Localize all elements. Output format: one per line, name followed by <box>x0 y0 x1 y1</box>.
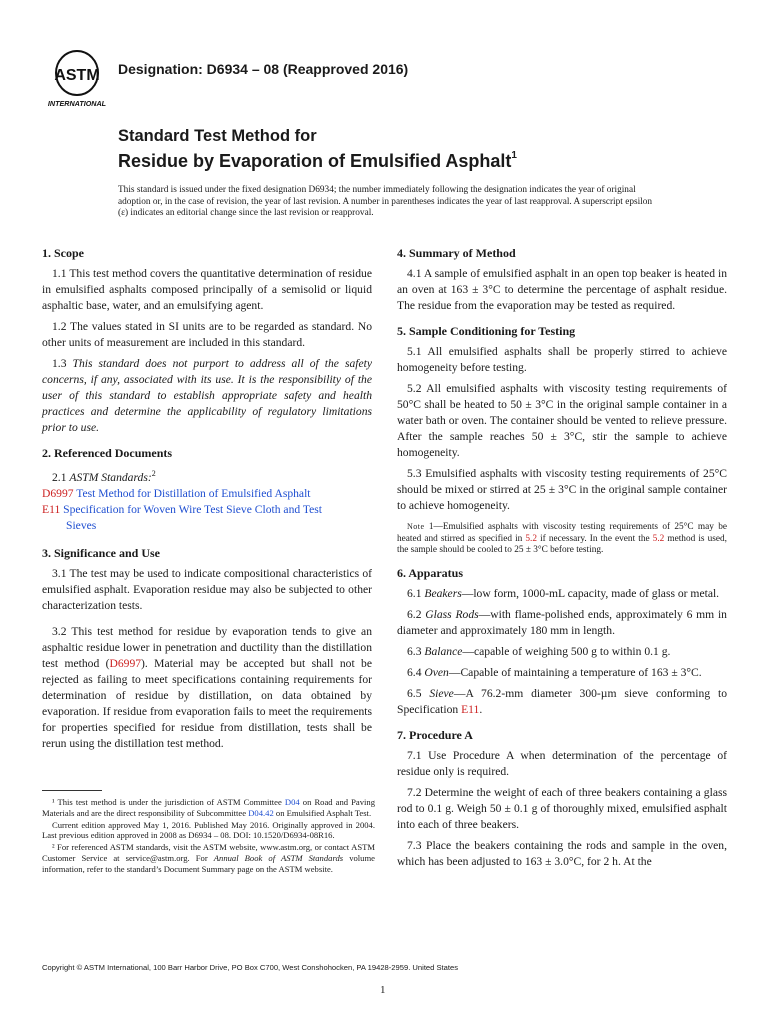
paragraph: 7.1 Use Procedure A when determination of the percentage of residue only is required. <box>397 748 727 778</box>
section-heading: 3. Significance and Use <box>42 545 161 560</box>
subcommittee-link[interactable]: D04.42 <box>248 807 274 818</box>
para-number: 6.1 <box>407 586 425 600</box>
paragraph: 7.3 Place the beakers containing the rods and sample in the oven, which has been adjusted to 163 ± 3.0°C, for 2 h. At the <box>397 838 727 868</box>
footnote-text: on Road and Paving Materials and are the direct responsibility of Subcommittee <box>42 797 375 818</box>
para-text: —Capable of maintaining a temperature of 163 ± 3°C. <box>448 665 702 679</box>
section-referenced-documents <box>42 446 372 534</box>
section-significance <box>42 546 372 752</box>
para-number: 2.1 <box>52 470 70 484</box>
term: Glass Rods <box>425 607 479 621</box>
title-main: Residue by Evaporation of Emulsified Asphalt <box>118 151 512 171</box>
document-title <box>118 126 517 172</box>
section-apparatus <box>397 566 727 718</box>
right-column <box>397 246 727 876</box>
reference-title-cont[interactable]: Sieves <box>66 518 97 532</box>
title-footnote-ref[interactable]: 1 <box>511 150 517 161</box>
para-text: 3.2 This test method for residue by evaporation tends to give an asphaltic residue lower in penetration and ductility than the distillation test method ( <box>42 624 372 670</box>
footnote-2 <box>42 842 375 874</box>
footnote-text: on Emulsified Asphalt Test. <box>273 807 372 818</box>
paragraph: 1.2 The values stated in SI units are to be regarded as standard. No other units of measurement are included in this standard. <box>42 320 372 349</box>
para-number: 6.2 <box>407 607 426 621</box>
title-line-1: Standard Test Method for <box>118 127 317 145</box>
reference-title[interactable]: Test Method for Distillation of Emulsified Asphalt <box>73 486 311 500</box>
intro-paragraph: This standard is issued under the fixed designation D6934; the number immediately following the designation indicates the year of original adoption or, in the case of revision, the year of last revision. A number in parentheses indicates the year of last reapproval. A superscript epsilon (ε) indicates an editorial change since the last revision or reapproval. <box>118 185 653 219</box>
section-link[interactable]: 5.2 <box>525 533 538 544</box>
logo-subtext: INTERNATIONAL <box>47 99 107 107</box>
astm-logo <box>44 49 110 107</box>
paragraph <box>397 586 727 602</box>
section-link[interactable]: 5.2 <box>652 533 665 544</box>
reference-link[interactable]: D6997 <box>109 656 142 670</box>
note-text: if necessary. In the event the <box>537 533 653 544</box>
para-text: —capable of weighing 500 g to within 0.1 g. <box>462 644 671 658</box>
paragraph <box>397 686 727 718</box>
para-text: ). Material may be accepted but shall not be rejected as failing to meet specifications containing requirements for determination of residue by distillation, on data obtained by evaporation. If residue from evaporation fails to meet the requirements for properties specified for residue from distillation, tests shall be rerun using the distillation test method. <box>42 656 372 750</box>
para-number: 6.4 <box>407 665 425 679</box>
paragraph <box>397 644 727 660</box>
footnote-ref[interactable]: 2 <box>151 469 156 478</box>
section-heading: 6. Apparatus <box>397 565 464 580</box>
note-1 <box>397 521 727 557</box>
logo-text: ASTM <box>54 67 100 84</box>
para-text: —low form, 1000-mL capacity, made of glass or metal. <box>461 586 720 600</box>
term: Oven <box>424 665 449 679</box>
reference-link[interactable]: E11 <box>461 702 480 716</box>
paragraph <box>397 665 727 681</box>
footnote-text: ¹ This test method is under the jurisdiction of ASTM Committee <box>52 797 285 807</box>
page-number: 1 <box>380 984 386 996</box>
para-number: 1.3 <box>52 357 73 370</box>
section-heading: 5. Sample Conditioning for Testing <box>397 324 576 338</box>
section-conditioning <box>397 324 727 557</box>
footnotes <box>42 797 375 876</box>
reference-link[interactable]: E11 <box>42 502 61 516</box>
sub-heading: ASTM Standards: <box>69 470 152 484</box>
left-column <box>42 246 372 758</box>
para-text: —A 76.2-mm diameter 300-µm sieve conforming to Specification <box>397 686 728 716</box>
footnote-divider <box>42 790 102 791</box>
paragraph: 1.1 This test method covers the quantitative determination of residue in emulsified asphalts composed principally of a semisolid or liquid asphaltic base, water, and an emulsifying agent. <box>42 267 372 312</box>
paragraph: 3.1 The test may be used to indicate compositional characteristics of emulsified asphalt. Evaporation residue may also be subjected to other characterization tests. <box>42 566 372 612</box>
paragraph: 5.2 All emulsified asphalts with viscosity testing requirements of 50°C shall be heated to 50 ± 3°C in the original sample container in a water bath or oven. The container should be vented to relieve pressure. After the sample reaches 50 ± 3°C, stir the sample to achieve homogeneity. <box>397 382 727 459</box>
para-text: This standard does not purport to address all of the safety concerns, if any, associated with its use. It is the responsibility of the user of this standard to establish appropriate safety and health practices and determine the applicability of regulatory limitations prior to use. <box>42 357 373 434</box>
section-heading: 1. Scope <box>42 246 84 260</box>
designation: Designation: D6934 – 08 (Reapproved 2016) <box>118 61 409 77</box>
reference-link[interactable]: D6997 <box>42 486 74 500</box>
reference-item <box>42 502 372 534</box>
committee-link[interactable]: D04 <box>284 797 300 807</box>
footnote-1 <box>42 797 375 819</box>
note-label: Note <box>407 522 425 531</box>
section-scope <box>42 246 372 436</box>
section-procedure-a <box>397 728 727 870</box>
term: Beakers <box>424 586 462 600</box>
reference-item <box>42 486 372 502</box>
section-heading: 7. Procedure A <box>397 727 473 742</box>
section-summary <box>397 246 727 314</box>
reference-title[interactable]: Specification for Woven Wire Test Sieve Cloth and Test <box>60 502 323 516</box>
term: Balance <box>424 644 463 658</box>
paragraph <box>42 624 372 752</box>
para-text: —with flame-polished ends, approximately 6 mm in diameter and approximately 180 mm in length. <box>397 607 727 637</box>
paragraph: 4.1 A sample of emulsified asphalt in an open top beaker is heated in an oven at 163 ± 3°C to determine the percentage of asphalt residue. The residue from the evaporation may be tested as required. <box>397 267 727 312</box>
paragraph: 5.3 Emulsified asphalts with viscosity testing requirements of 25°C should be mixed or stirred at 25 ± 3°C in the original sample container to achieve homogeneity. <box>397 467 727 512</box>
paragraph <box>397 607 727 639</box>
note-text: method is used, the sample should be cooled to 25 ± 3°C before testing. <box>397 533 727 555</box>
note-text: 1—Emulsified asphalts with viscosity testing requirements of 25°C may be heated and stirred as specified in <box>397 522 727 544</box>
section-heading: 2. Referenced Documents <box>42 446 173 460</box>
copyright-footer: Copyright © ASTM International, 100 Barr Harbor Drive, PO Box C700, West Conshohocken, PA 19428-2959. United States <box>42 963 459 972</box>
paragraph <box>42 356 372 436</box>
paragraph: 5.1 All emulsified asphalts shall be properly stirred to achieve homogeneity before testing. <box>397 345 727 374</box>
footnote-edition: Current edition approved May 1, 2016. Published May 2016. Originally approved in 2004. Last previous edition approved in 2008 as D6934 – 08. DOI: 10.1520/D6934-08R16. <box>42 819 375 841</box>
astm-standards-label <box>42 466 372 486</box>
footnote-text: ² For referenced ASTM standards, visit the ASTM website, www.astm.org, or contact ASTM Customer Service at service@astm.org. For <box>42 842 375 863</box>
para-text: . <box>479 702 483 716</box>
title-line-2 <box>118 147 517 172</box>
section-heading: 4. Summary of Method <box>397 246 516 260</box>
para-number: 6.5 <box>407 686 430 700</box>
footnote-text: volume information, refer to the standard’s Document Summary page on the ASTM website. <box>42 852 375 874</box>
term: Sieve <box>429 686 454 700</box>
footnote-text: Annual Book of ASTM Standards <box>213 852 344 863</box>
paragraph: 7.2 Determine the weight of each of three beakers containing a glass rod to 0.1 g. Weigh 50 ± 0.1 g of thoroughly mixed, emulsified asphalt into each of three beakers. <box>397 785 727 831</box>
para-number: 6.3 <box>407 644 425 658</box>
